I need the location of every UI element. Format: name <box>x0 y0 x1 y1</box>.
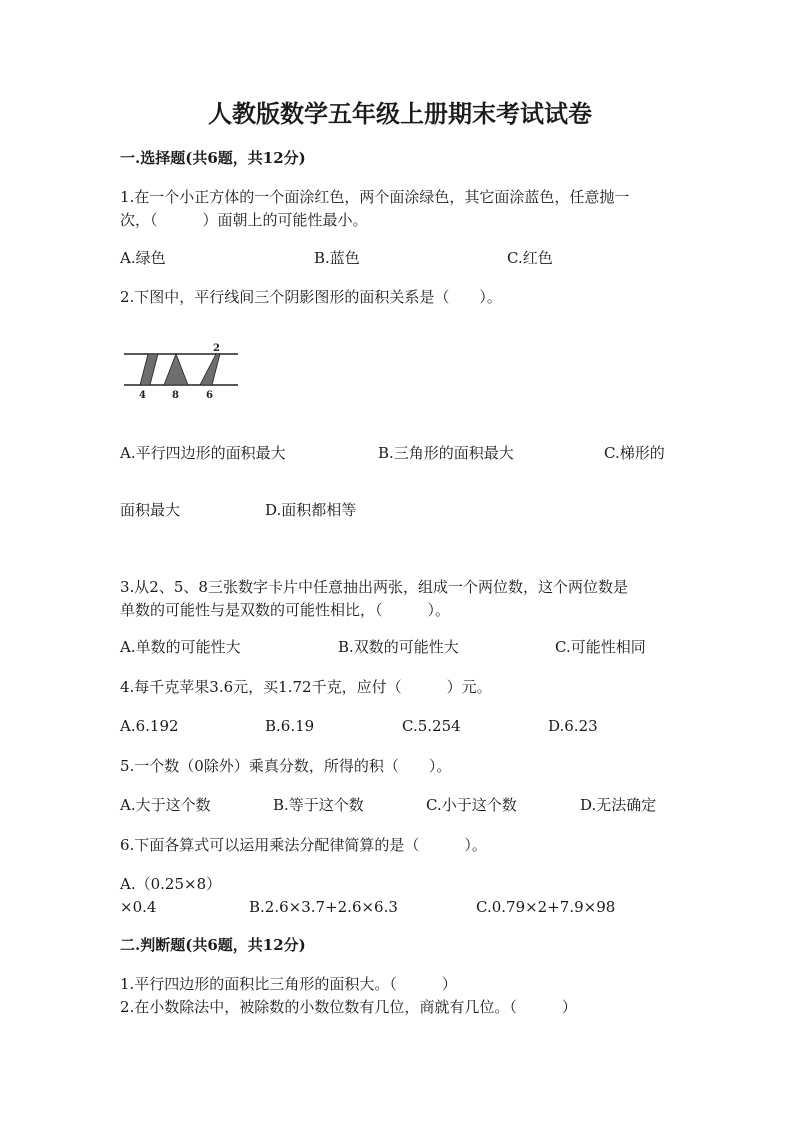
q4-option-d: D.6.23 <box>548 717 598 735</box>
q1-option-b: B.蓝色 <box>314 249 360 267</box>
figure-label-top: 2 <box>213 343 220 354</box>
q3-option-a: A.单数的可能性大 <box>120 638 241 656</box>
q2-line-1: 2.下图中，平行线间三个阴影图形的面积关系是（ ）。 <box>120 288 502 306</box>
q6-option-a-part-2: ×0.4 <box>120 898 157 916</box>
q6-line-1: 6.下面各算式可以运用乘法分配律简算的是（ ）。 <box>120 836 487 854</box>
q4-option-a: A.6.192 <box>120 717 179 735</box>
q6-option-c: C.0.79×2+7.9×98 <box>476 898 616 916</box>
q1-line-1: 1.在一个小正方体的一个面涂红色，两个面涂绿色，其它面涂蓝色，任意抛一 <box>120 188 630 206</box>
exam-title: 人教版数学五年级上册期末考试试卷 <box>208 99 592 128</box>
q3-line-1: 3.从2、5、8三张数字卡片中任意抽出两张，组成一个两位数，这个两位数是 <box>120 578 628 596</box>
q4-option-c: C.5.254 <box>402 717 461 735</box>
q1-option-a: A.绿色 <box>120 249 166 267</box>
q2-option-d: D.面积都相等 <box>265 501 357 519</box>
figure-label-bottom-3: 6 <box>206 390 213 401</box>
section-2-heading: 二.判断题(共6题，共12分) <box>120 936 306 954</box>
q2-option-a: A.平行四边形的面积最大 <box>120 444 286 462</box>
triangle-shape <box>164 354 188 385</box>
q3-line-2: 单数的可能性与是双数的可能性相比，（ ）。 <box>120 601 451 619</box>
q4-option-b: B.6.19 <box>265 717 315 735</box>
judge-q2: 2.在小数除法中，被除数的小数位数有几位，商就有几位。（ ） <box>120 998 577 1016</box>
q5-option-d: D.无法确定 <box>580 796 657 814</box>
section-1-heading: 一.选择题(共6题，共12分) <box>120 149 306 167</box>
q5-option-a: A.大于这个数 <box>120 796 211 814</box>
q3-option-b: B.双数的可能性大 <box>338 638 459 656</box>
parallelogram-shape <box>140 354 158 385</box>
figure-label-bottom-1: 4 <box>139 390 146 401</box>
q1-line-2: 次，（ ）面朝上的可能性最小。 <box>120 211 368 229</box>
q2-option-c-part-2: 面积最大 <box>120 501 181 519</box>
q2-option-c-part-1: C.梯形的 <box>604 444 665 462</box>
q3-option-c: C.可能性相同 <box>555 638 646 656</box>
q1-option-c: C.红色 <box>507 249 553 267</box>
q4-line-1: 4.每千克苹果3.6元，买1.72千克，应付（ ）元。 <box>120 678 492 696</box>
q5-option-b: B.等于这个数 <box>273 796 364 814</box>
q5-option-c: C.小于这个数 <box>426 796 517 814</box>
q5-line-1: 5.一个数（0除外）乘真分数，所得的积（ ）。 <box>120 757 452 775</box>
parallel-lines-figure <box>120 338 242 402</box>
trapezoid-shape <box>200 354 220 385</box>
judge-q1: 1.平行四边形的面积比三角形的面积大。（ ） <box>120 975 457 993</box>
figure-label-bottom-2: 8 <box>172 390 179 401</box>
q6-option-b: B.2.6×3.7+2.6×6.3 <box>249 898 398 916</box>
q6-option-a-part-1: A.（0.25×8） <box>120 875 222 893</box>
q2-option-b: B.三角形的面积最大 <box>378 444 514 462</box>
